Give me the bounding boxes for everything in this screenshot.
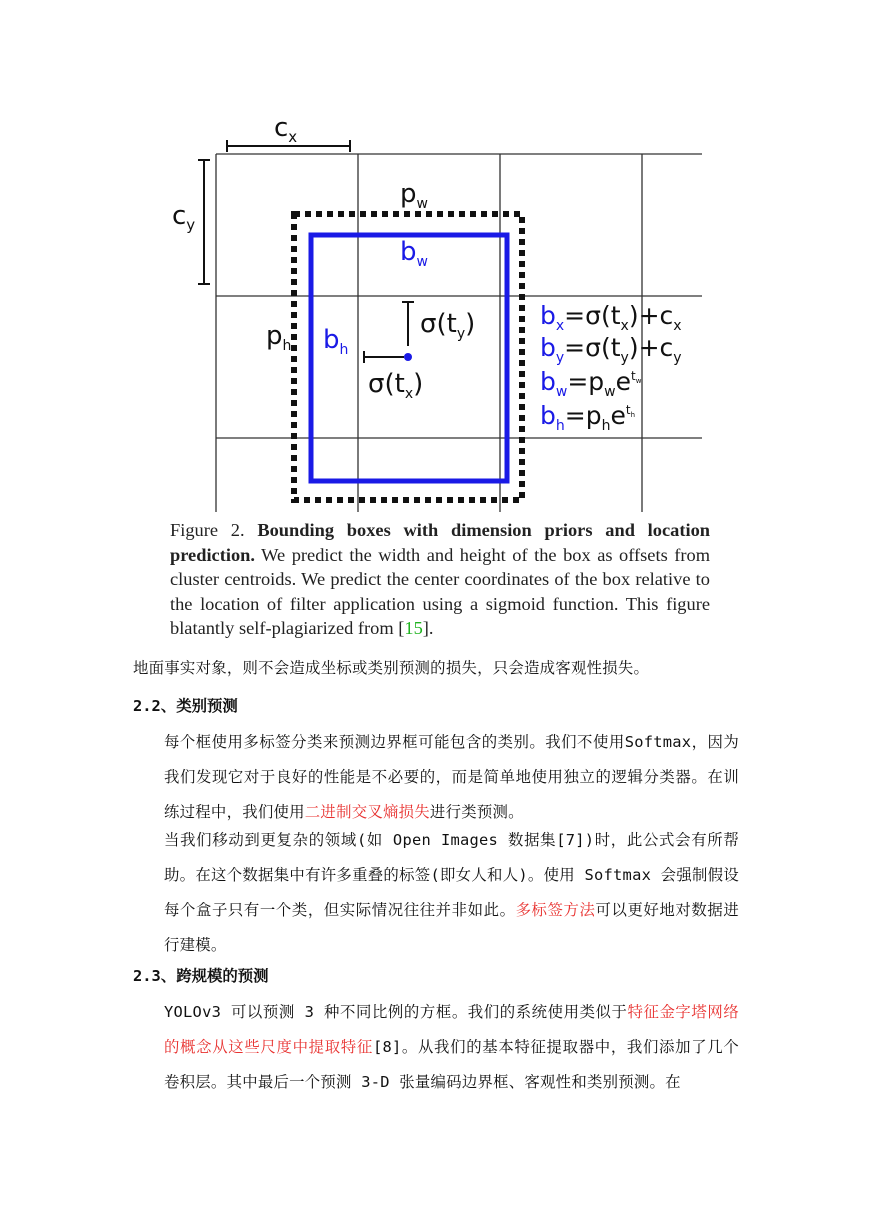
citation-link[interactable]: 15 [404, 618, 423, 638]
cy-dimension [198, 160, 210, 284]
paragraph-continuation: 地面事实对象，则不会造成坐标或类别预测的损失，只会造成客观性损失。 [133, 659, 650, 677]
center-point [404, 353, 412, 361]
bh-label: $b_h$ [323, 325, 349, 358]
paragraph-class-prediction: 每个框使用多标签分类来预测边界框可能包含的类别。我们不使用Softmax，因为我们发现它对于良好的性能是不必要的，而是简单地使用独立的逻辑分类器。在训练过程中，我们使用二进制交叉熵损失进行类预测。 [164, 733, 739, 821]
equation-bw: $b_w=p_we^tw$ [540, 367, 642, 400]
sigma-ty-label: $\sigma(t_y)$ [420, 309, 476, 342]
highlight-bce-loss: 二进制交叉熵损失 [304, 803, 430, 821]
sigma-tx-label: $\sigma(t_x)$ [368, 369, 424, 402]
bounding-box-figure [170, 110, 710, 520]
bw-label: $b_w$ [400, 237, 428, 270]
equation-bh: $b_h=p_he^th$ [540, 401, 635, 434]
equation-by: $b_y=\sigma(t_y)+c_y$ [540, 333, 682, 366]
highlight-fpn: 特征金字塔网络的概念从这些尺度中提取特征 [164, 1003, 739, 1056]
equations [540, 301, 682, 434]
section-heading-2-2: 2.2、类别预测 [133, 697, 238, 715]
section-heading-2-3: 2.3、跨规模的预测 [133, 967, 269, 985]
pw-label: $p_w$ [400, 179, 428, 212]
highlight-multilabel: 多标签方法 [515, 901, 596, 919]
paragraph-multi-scale: YOLOv3 可以预测 3 种不同比例的方框。我们的系统使用类似于特征金字塔网络的概念从这些尺度中提取特征[8]。从我们的基本特征提取器中，我们添加了几个卷积层。其中最后一个预测 3-D 张量编码边界框、客观性和类别预测。在 [164, 1003, 739, 1091]
caption-title: Bounding boxes with dimension priors and location prediction. [170, 520, 710, 565]
equation-bx: $b_x=\sigma(t_x)+c_x$ [540, 301, 682, 334]
cy-label: $c_y$ [172, 201, 196, 234]
cx-label: $c_x$ [274, 113, 298, 146]
figure-caption: Figure 2. Bounding boxes with dimension priors and location prediction. We predict the width and height of the box as offsets from cluster centroids. We predict the center coordinates of the box relative to the location of filter application using a sigmoid function. This figure blatantly self-plagiarized from [15]. [170, 520, 710, 638]
ph-label: $p_h$ [266, 321, 292, 354]
paragraph-open-images: 当我们移动到更复杂的领域(如 Open Images 数据集[7])时，此公式会有所帮助。在这个数据集中有许多重叠的标签(即女人和人)。使用 Softmax 会强制假设每个盒子只有一个类，但实际情况往往并非如此。多标签方法可以更好地对数据进行建模。 [164, 831, 739, 954]
